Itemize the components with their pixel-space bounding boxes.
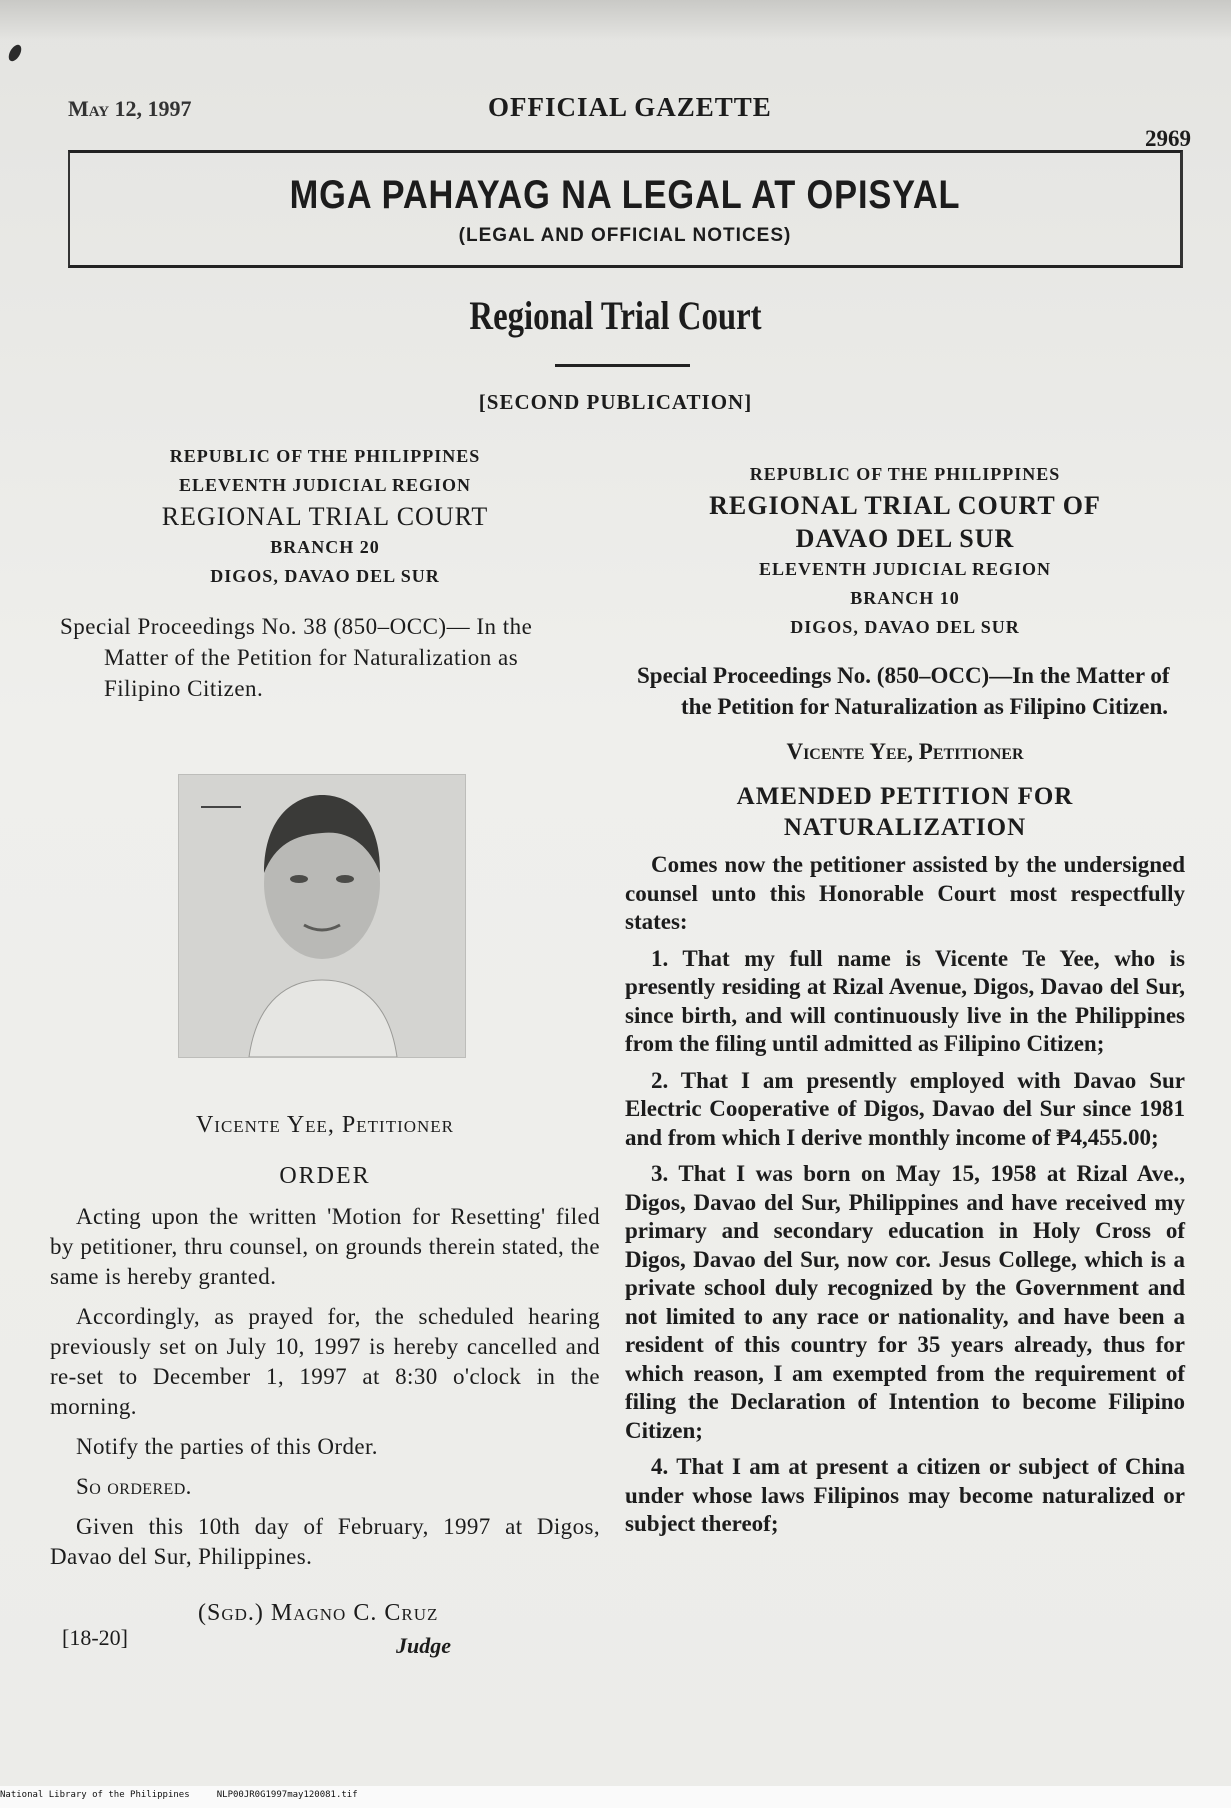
order-paragraph-5: Given this 10th day of February, 1997 at Digos, Davao del Sur, Philippines.	[50, 1514, 600, 1569]
right-proceeding: Special Proceedings No. (850–OCC)—In the Matter of the Petition for Naturalization as Filipino Citizen.	[637, 663, 1170, 719]
notices-banner	[68, 150, 1183, 268]
order-heading: ORDER	[279, 1163, 371, 1189]
scan-footer	[0, 1790, 358, 1800]
left-region: ELEVENTH JUDICIAL REGION	[178, 475, 472, 495]
right-republic: REPUBLIC OF THE PHILIPPINES	[749, 464, 1061, 484]
signature-block	[50, 1598, 600, 1660]
gazette-name: OFFICIAL GAZETTE	[488, 92, 772, 122]
left-column	[50, 442, 600, 1660]
running-header	[68, 92, 1191, 151]
order-paragraph-3: Notify the parties of this Order.	[76, 1434, 378, 1459]
banner-subtitle: (LEGAL AND OFFICIAL NOTICES)	[458, 225, 792, 246]
scan-shadow	[0, 0, 1231, 40]
petition-paragraph-1: 1. That my full name is Vicente Te Yee, who is presently residing at Rizal Avenue, Digos, Davao del Sur, since birth, and will continuously live in the Philippines from the filing until admitted as Filipino Citizen;	[625, 945, 1185, 1056]
right-region: ELEVENTH JUDICIAL REGION	[758, 559, 1052, 579]
notice-code: [18-20]	[62, 1625, 128, 1650]
petition-title-line-2: NATURALIZATION	[783, 814, 1027, 841]
title-rule	[555, 364, 690, 367]
order-paragraph-4: So ordered.	[76, 1474, 192, 1499]
issue-date: May 12, 1997	[68, 96, 192, 121]
petition-paragraph-4: 4. That I am at present a citizen or subject of China under whose laws Filipinos may become naturalized or subject thereof;	[625, 1454, 1185, 1536]
judge-title: Judge	[396, 1633, 451, 1658]
left-place: DIGOS, DAVAO DEL SUR	[210, 566, 440, 586]
right-court-line-2: DAVAO DEL SUR	[795, 524, 1015, 553]
scan-speck	[6, 43, 24, 64]
footer-file: NLP00JR0G1997may120081.tif	[216, 1790, 358, 1800]
footer-library: National Library of the Philippines	[0, 1790, 190, 1800]
right-column	[625, 460, 1185, 1539]
order-paragraph-1: Acting upon the written 'Motion for Resetting' filed by petitioner, thru counsel, on grounds therein stated, the same is hereby granted.	[50, 1204, 600, 1289]
right-petitioner: Vicente Yee, Petitioner	[786, 739, 1024, 764]
petition-paragraph-3: 3. That I was born on May 15, 1958 at Rizal Ave., Digos, Davao del Sur, Philippines and have received my primary and secondary education in Holy Cross of Digos, Davao del Sur, now cor. Jesus College, which is a private school duly recognized by the Government and not limited to any race or nationality, and have been a resident of this country for 35 years already, thus for which reason, I am exempted from the requirement of filing the Declaration of Intention to become Filipino Citizen;	[625, 1161, 1185, 1443]
portrait-image	[179, 775, 465, 1057]
left-branch: BRANCH 20	[270, 537, 380, 557]
petition-paragraph-intro: Comes now the petitioner assisted by the undersigned counsel unto this Honorable Court most respectfully states:	[625, 852, 1185, 934]
left-proceeding: Special Proceedings No. 38 (850–OCC)— In the Matter of the Petition for Naturalization as Filipino Citizen.	[60, 614, 533, 701]
left-republic: REPUBLIC OF THE PHILIPPINES	[169, 446, 481, 466]
section-title: Regional Trial Court	[469, 293, 762, 338]
right-branch: BRANCH 10	[850, 588, 960, 608]
left-petitioner: Vicente Yee, Petitioner	[195, 1112, 455, 1138]
left-court: REGIONAL TRIAL COURT	[161, 502, 489, 531]
page-number: 2969	[1145, 126, 1191, 151]
petitioner-photo	[178, 774, 466, 1058]
judge-signature: (Sgd.) Magno C. Cruz	[198, 1600, 439, 1626]
order-paragraph-2: Accordingly, as prayed for, the scheduled hearing previously set on July 10, 1997 is hereby cancelled and re-set to December 1, 1997 at 8:30 o'clock in the morning.	[50, 1304, 600, 1419]
banner-title: MGA PAHAYAG NA LEGAL AT OPISYAL	[289, 173, 961, 217]
right-place: DIGOS, DAVAO DEL SUR	[790, 617, 1020, 637]
petition-title-line-1: AMENDED PETITION FOR	[736, 783, 1074, 810]
petition-paragraph-2: 2. That I am presently employed with Davao Sur Electric Cooperative of Digos, Davao del Sur since 1981 and from which I derive monthly income of ₱4,455.00;	[625, 1067, 1185, 1150]
right-court-line-1: REGIONAL TRIAL COURT OF	[709, 491, 1101, 520]
publication-label: [SECOND PUBLICATION]	[478, 390, 753, 414]
